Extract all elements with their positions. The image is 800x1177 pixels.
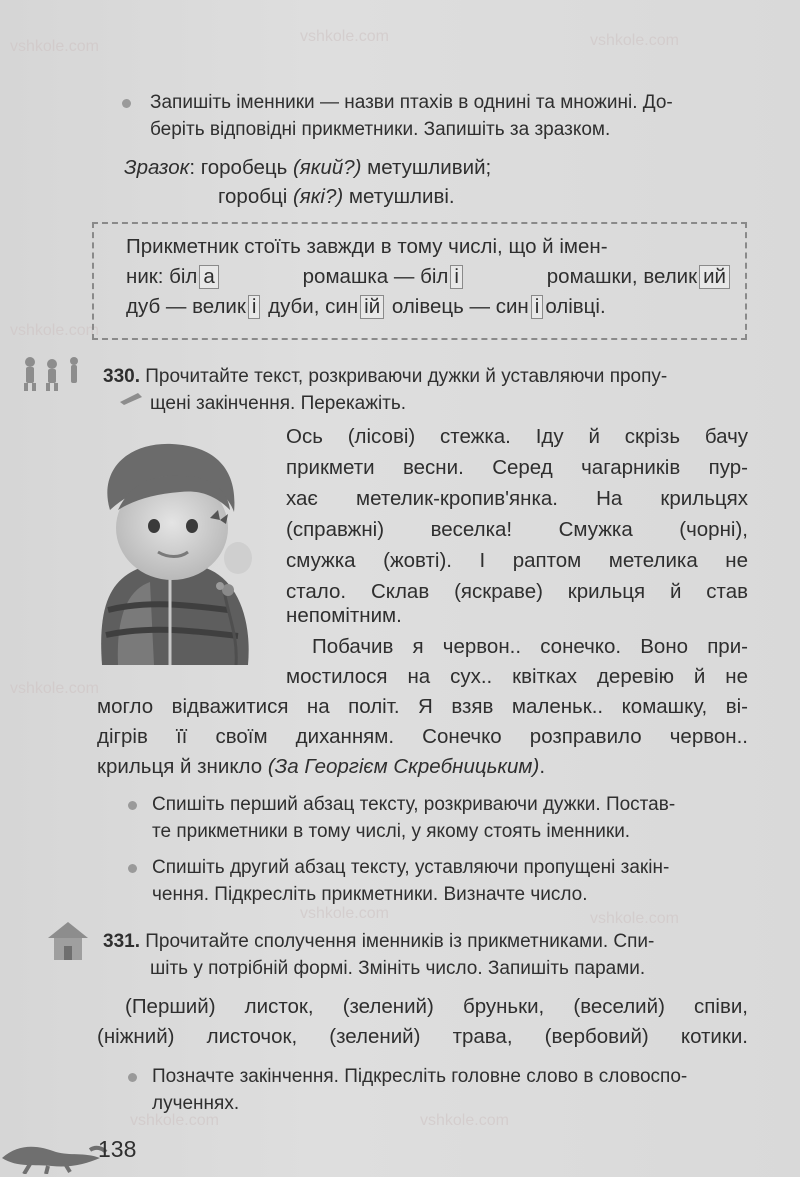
watermark: vshkole.com [10,680,99,697]
text-line: Побачив я червон.. сонечко. Воно при- [312,635,748,658]
task-text: Прочитайте текст, розкриваючи дужки й уставляючи пропу- [145,366,668,387]
rule-line-2 [126,264,732,290]
sample-text: метушливі. [343,185,455,208]
text-line: крильця й зникло [97,755,268,778]
pencil-icon [118,390,144,406]
kids-icon [18,355,96,391]
sample-text: горобці [218,185,293,208]
page-number: 138 [98,1136,137,1162]
ending-mark: ий [699,265,730,289]
ending-mark: і [531,295,544,319]
watermark: vshkole.com [10,38,99,55]
text-line-last [97,754,545,780]
sample-label: Зразок [124,156,190,179]
ending-mark: і [248,295,261,319]
exercise-331-task [103,929,654,955]
exercise-number: 330. [103,366,140,387]
ending-mark: а [199,265,218,289]
task-text: Спишіть другий абзац тексту, уставляючи пропущені закін- [152,857,670,878]
exercise-number: 331. [103,931,140,952]
task-text: Позначте закінчення. Підкресліть головне слово в словоспо- [152,1066,688,1087]
ending-mark: і [450,265,463,289]
boy-illustration [88,440,266,665]
watermark: vshkole.com [10,322,99,339]
text-line: хає метелик-кропив'янка. На крильцях [286,487,748,510]
text-line: (ніжний) листочок, (зелений) трава, (вербовий) котики. [97,1025,748,1048]
text-line: дігрів її своїм диханням. Сонечко розправило червон.. [97,725,748,748]
text-line: могло відважитися на політ. Я взяв маленьк.. комашку, ві- [97,695,748,718]
watermark: vshkole.com [590,32,679,49]
task-text: Прочитайте сполучення іменників із прикметниками. Спи- [145,931,655,952]
bullet [128,864,137,873]
text-line: (справжні) веселка! Смужка (чорні), [286,518,748,541]
task-text: беріть відповідні прикметники. Запишіть за зразком. [150,119,611,140]
task-text: те прикметники в тому числі, у якому стоять іменники. [152,821,631,842]
task-text: Спишіть перший абзац тексту, розкриваючи дужки. Постав- [152,794,676,815]
watermark: vshkole.com [300,28,389,45]
task-text: чення. Підкресліть прикметники. Визначте число. [152,884,588,905]
rule-line-3 [126,294,606,320]
task-text: Запишіть іменники — назви птахів в однині та множині. До- [150,92,673,113]
rule-text: ромашки, велик [546,265,698,288]
text-line: (Перший) листок, (зелений) бруньки, (веселий) співи, [125,995,748,1018]
text-line: непомітним. [286,604,402,627]
sample-question: (який?) [292,156,362,179]
text-line: Ось (лісові) стежка. Іду й скрізь бачу [286,425,748,448]
sample-text: : горобець [189,156,293,179]
watermark: vshkole.com [130,1112,219,1129]
rule-line-1: Прикметник стоїть завжди в тому числі, що й імен- [126,235,608,258]
bullet [122,99,131,108]
rule-text: дуби, син [268,295,359,318]
lizard-icon [0,1128,110,1174]
watermark: vshkole.com [420,1112,509,1129]
house-icon [44,918,92,962]
bullet [128,1073,137,1082]
sample-line-1 [124,155,491,181]
source-citation: (За Георгієм Скребницьким) [267,755,540,778]
watermark: vshkole.com [300,905,389,922]
task-text: лученнях. [152,1093,240,1114]
rule-text: ромашка — біл [302,265,449,288]
text-line: мостилося на сух.. квітках деревію й не [286,665,748,688]
task-text: шіть у потрібній формі. Змініть число. Запишіть парами. [150,958,646,979]
text-line: прикмети весни. Серед чагарників пур- [286,456,748,479]
rule-text: олівці. [545,295,606,318]
sample-text: метушливий; [361,156,492,179]
text-end: . [539,755,546,778]
rule-text: ник: біл [126,265,198,288]
sample-question: (які?) [292,185,344,208]
sample-line-2 [218,184,455,210]
watermark: vshkole.com [590,910,679,927]
bullet [128,801,137,810]
task-text: щені закінчення. Перекажіть. [150,393,407,414]
rule-text: дуб — велик [126,295,246,318]
text-line: стало. Склав (яскраве) крильця й став [286,580,748,603]
exercise-330-task [103,364,667,390]
rule-text: олівець — син [391,295,529,318]
ending-mark: ій [360,295,384,319]
text-line: смужка (жовті). І раптом метелика не [286,549,748,572]
